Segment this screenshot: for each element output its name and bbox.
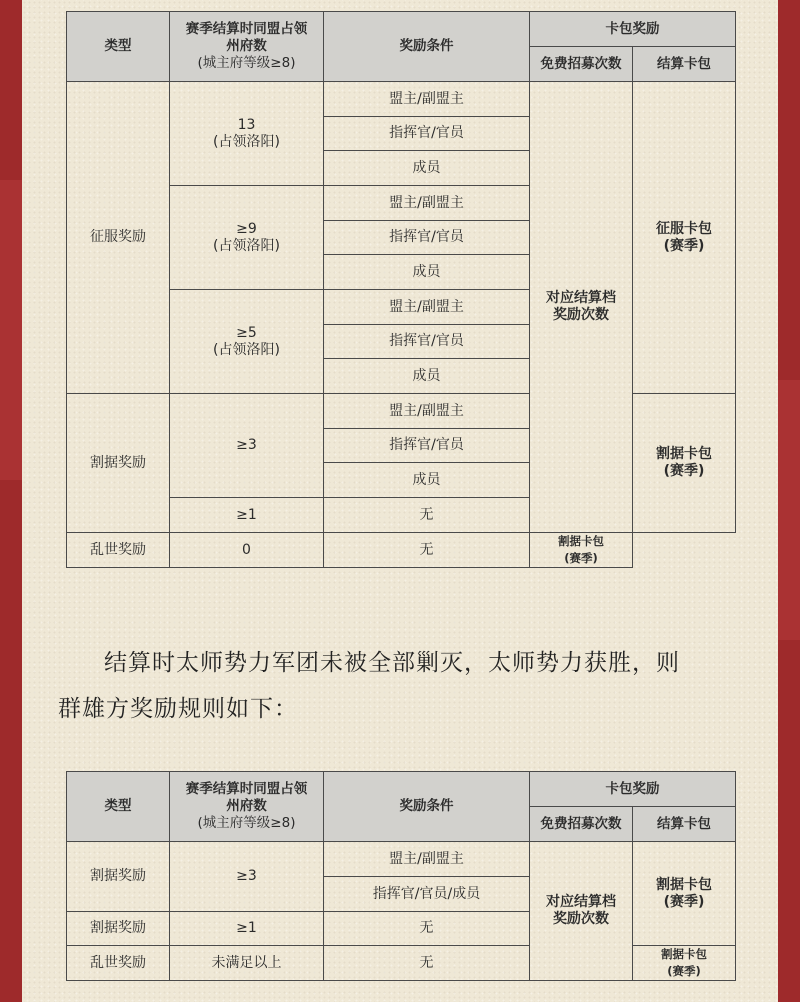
type-chaos: 乱世奖励 [67, 533, 170, 568]
reward-table-2 [66, 771, 736, 981]
condition-unmet: 未满足以上 [170, 946, 324, 981]
pack-chaos: 割据卡包 (赛季) [530, 533, 633, 568]
count-3: ≥3 [170, 394, 324, 498]
reward-table-1 [66, 11, 736, 568]
header-condition-title: 赛季结算时同盟占领 州府数 [185, 21, 308, 54]
count-13: 13 (占领洛阳) [170, 82, 324, 186]
role-none: 无 [324, 533, 530, 568]
role-member: 成员 [324, 151, 530, 186]
header-reward-condition: 奖励条件 [324, 772, 530, 842]
header-condition-title: 赛季结算时同盟占领 州府数 [185, 781, 308, 814]
header-condition-sub: (城主府等级≥8) [197, 815, 296, 831]
role-officer-member: 指挥官/官员/成员 [324, 877, 530, 912]
rule-paragraph [58, 640, 758, 732]
header-condition [170, 772, 324, 842]
free-recruit-count: 对应结算档 奖励次数 [530, 82, 633, 533]
role-officer: 指挥官/官员 [324, 117, 530, 151]
count-1: ≥1 [170, 912, 324, 946]
pack-conquer: 征服卡包 (赛季) [633, 82, 736, 394]
header-free-recruit: 免费招募次数 [530, 807, 633, 842]
role-member: 成员 [324, 463, 530, 498]
role-officer: 指挥官/官员 [324, 325, 530, 359]
count-5: ≥5 (占领洛阳) [170, 290, 324, 394]
pack-split: 割据卡包 (赛季) [633, 394, 736, 533]
free-recruit-count: 对应结算档 奖励次数 [530, 842, 633, 981]
header-condition [170, 12, 324, 82]
header-settle-pack: 结算卡包 [633, 807, 736, 842]
role-member: 成员 [324, 359, 530, 394]
header-type: 类型 [67, 772, 170, 842]
role-none: 无 [324, 912, 530, 946]
header-type: 类型 [67, 12, 170, 82]
background-stripe [0, 180, 22, 480]
paragraph-line-1: 结算时太师势力军团未被全部剿灭，太师势力获胜，则 [104, 650, 680, 676]
paragraph-line-2: 群雄方奖励规则如下： [58, 696, 298, 722]
count-1: ≥1 [170, 498, 324, 533]
role-officer: 指挥官/官员 [324, 221, 530, 255]
pack-chaos: 割据卡包 (赛季) [633, 946, 736, 981]
header-card-reward: 卡包奖励 [530, 12, 736, 47]
header-free-recruit: 免费招募次数 [530, 47, 633, 82]
count-9: ≥9 (占领洛阳) [170, 186, 324, 290]
role-leader: 盟主/副盟主 [324, 290, 530, 325]
header-reward-condition: 奖励条件 [324, 12, 530, 82]
role-officer: 指挥官/官员 [324, 429, 530, 463]
type-split: 割据奖励 [67, 394, 170, 533]
type-conquer: 征服奖励 [67, 82, 170, 394]
role-leader: 盟主/副盟主 [324, 394, 530, 429]
type-chaos: 乱世奖励 [67, 946, 170, 981]
role-none: 无 [324, 498, 530, 533]
type-split: 割据奖励 [67, 842, 170, 912]
count-0: 0 [170, 533, 324, 568]
count-3: ≥3 [170, 842, 324, 912]
header-card-reward: 卡包奖励 [530, 772, 736, 807]
header-settle-pack: 结算卡包 [633, 47, 736, 82]
background-stripe [778, 380, 800, 640]
role-member: 成员 [324, 255, 530, 290]
type-split: 割据奖励 [67, 912, 170, 946]
header-condition-sub: (城主府等级≥8) [197, 55, 296, 71]
role-leader: 盟主/副盟主 [324, 186, 530, 221]
role-leader: 盟主/副盟主 [324, 842, 530, 877]
role-none: 无 [324, 946, 530, 981]
pack-split: 割据卡包 (赛季) [633, 842, 736, 946]
role-leader: 盟主/副盟主 [324, 82, 530, 117]
